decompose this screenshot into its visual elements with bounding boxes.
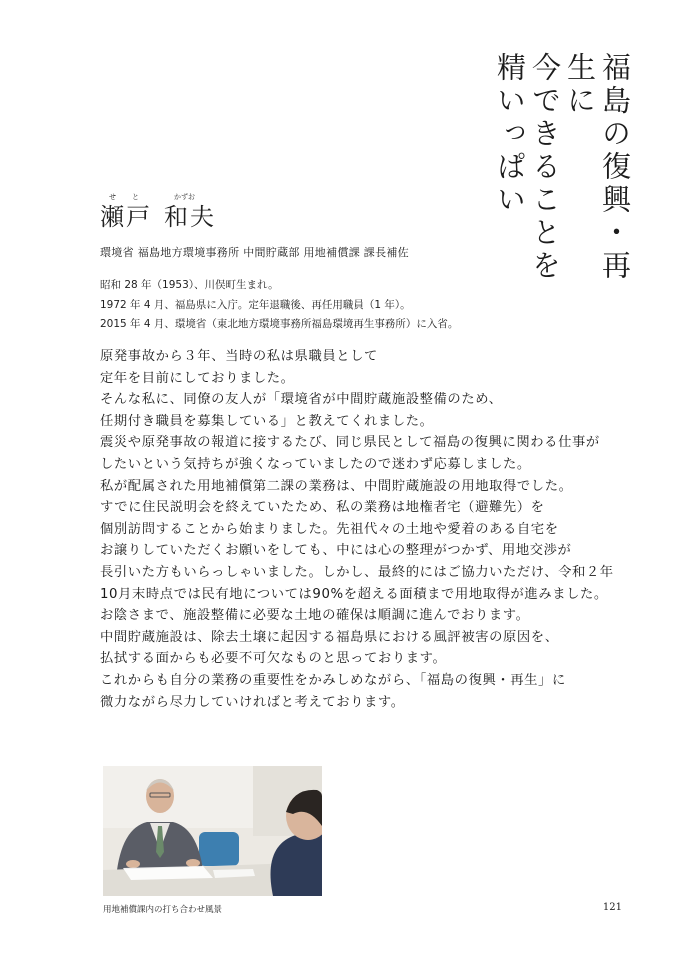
body-line: お陰さまで、施設整備に必要な土地の確保は順調に進んでおります。 <box>100 608 530 624</box>
body-line: 10月末時点では民有地については90%を超える面積まで用地取得が進みました。 <box>100 586 608 602</box>
bio-line: 1972 年 4 月、福島県に入庁。定年退職後、再任用職員（1 年）。 <box>100 298 411 311</box>
bio-line: 2015 年 4 月、環境省（東北地方環境事務所福島環境再生事務所）に入省。 <box>100 318 459 330</box>
body-line: 震災や原発事故の報道に接するたび、同じ県民として福島の復興に関わる仕事が <box>100 435 600 451</box>
body-line: したいという気持ちが強くなっていましたので迷わず応募しました。 <box>100 456 531 472</box>
body-line: そんな私に、同僚の友人が「環境省が中間貯蔵施設整備のため、 <box>100 392 503 408</box>
person-name <box>100 204 216 230</box>
name-block <box>100 192 216 230</box>
ruby-se: せ <box>109 193 116 201</box>
body-line: これからも自分の業務の重要性をかみしめながら、「福島の復興・再生」に <box>100 672 566 688</box>
body-line: 私が配属された用地補償第二課の業務は、中間貯蔵施設の用地取得でした。 <box>100 478 573 494</box>
ruby-to: と <box>132 193 139 201</box>
body-line: 定年を目前にしておりました。 <box>100 370 295 386</box>
body-line: 払拭する面からも必要不可欠なものと思っております。 <box>100 651 447 667</box>
name-ruby <box>100 192 216 204</box>
body-line: 個別訪問することから始まりました。先祖代々の土地や愛着のある自宅を <box>100 521 559 537</box>
affiliation: 環境省 福島地方環境事務所 中間貯蔵部 用地補償課 課長補佐 <box>100 246 409 259</box>
body-line: お譲りしていただくお願いをしても、中には心の整理がつかず、用地交渉が <box>100 543 572 559</box>
meeting-photo <box>103 766 322 896</box>
name-given: 和夫 <box>164 203 216 231</box>
body-line: すでに住民説明会を終えていたため、私の業務は地権者宅（避難先）を <box>100 500 545 516</box>
bio-line: 昭和 28 年（1953）、川俣町生まれ。 <box>100 279 279 291</box>
heading-line-3: 精いっぱい <box>493 52 527 217</box>
heading-line-1: 福島の復興・再生に <box>563 52 632 283</box>
ruby-given: かずお <box>174 193 195 201</box>
body-line: 長引いた方もいらっしゃいました。しかし、最終的にはご協力いただけ、令和２年 <box>100 564 614 580</box>
body-text <box>100 346 614 713</box>
biography <box>100 276 458 335</box>
body-line: 中間貯蔵施設は、除去土壌に起因する福島県における風評被害の原因を、 <box>100 629 559 645</box>
name-family: 瀬戸 <box>100 203 152 231</box>
body-line: 原発事故から３年、当時の私は県職員として <box>100 349 378 364</box>
page-number: 121 <box>602 902 622 913</box>
body-line: 任期付き職員を募集している」と教えてくれました。 <box>100 413 434 429</box>
photo-caption: 用地補償課内の打ち合わせ風景 <box>103 905 223 915</box>
meeting-photo-illustration <box>103 766 322 896</box>
vertical-heading <box>492 52 632 302</box>
heading-line-2: 今できることを <box>528 52 562 283</box>
body-line: 微力ながら尽力していければと考えております。 <box>100 694 405 710</box>
